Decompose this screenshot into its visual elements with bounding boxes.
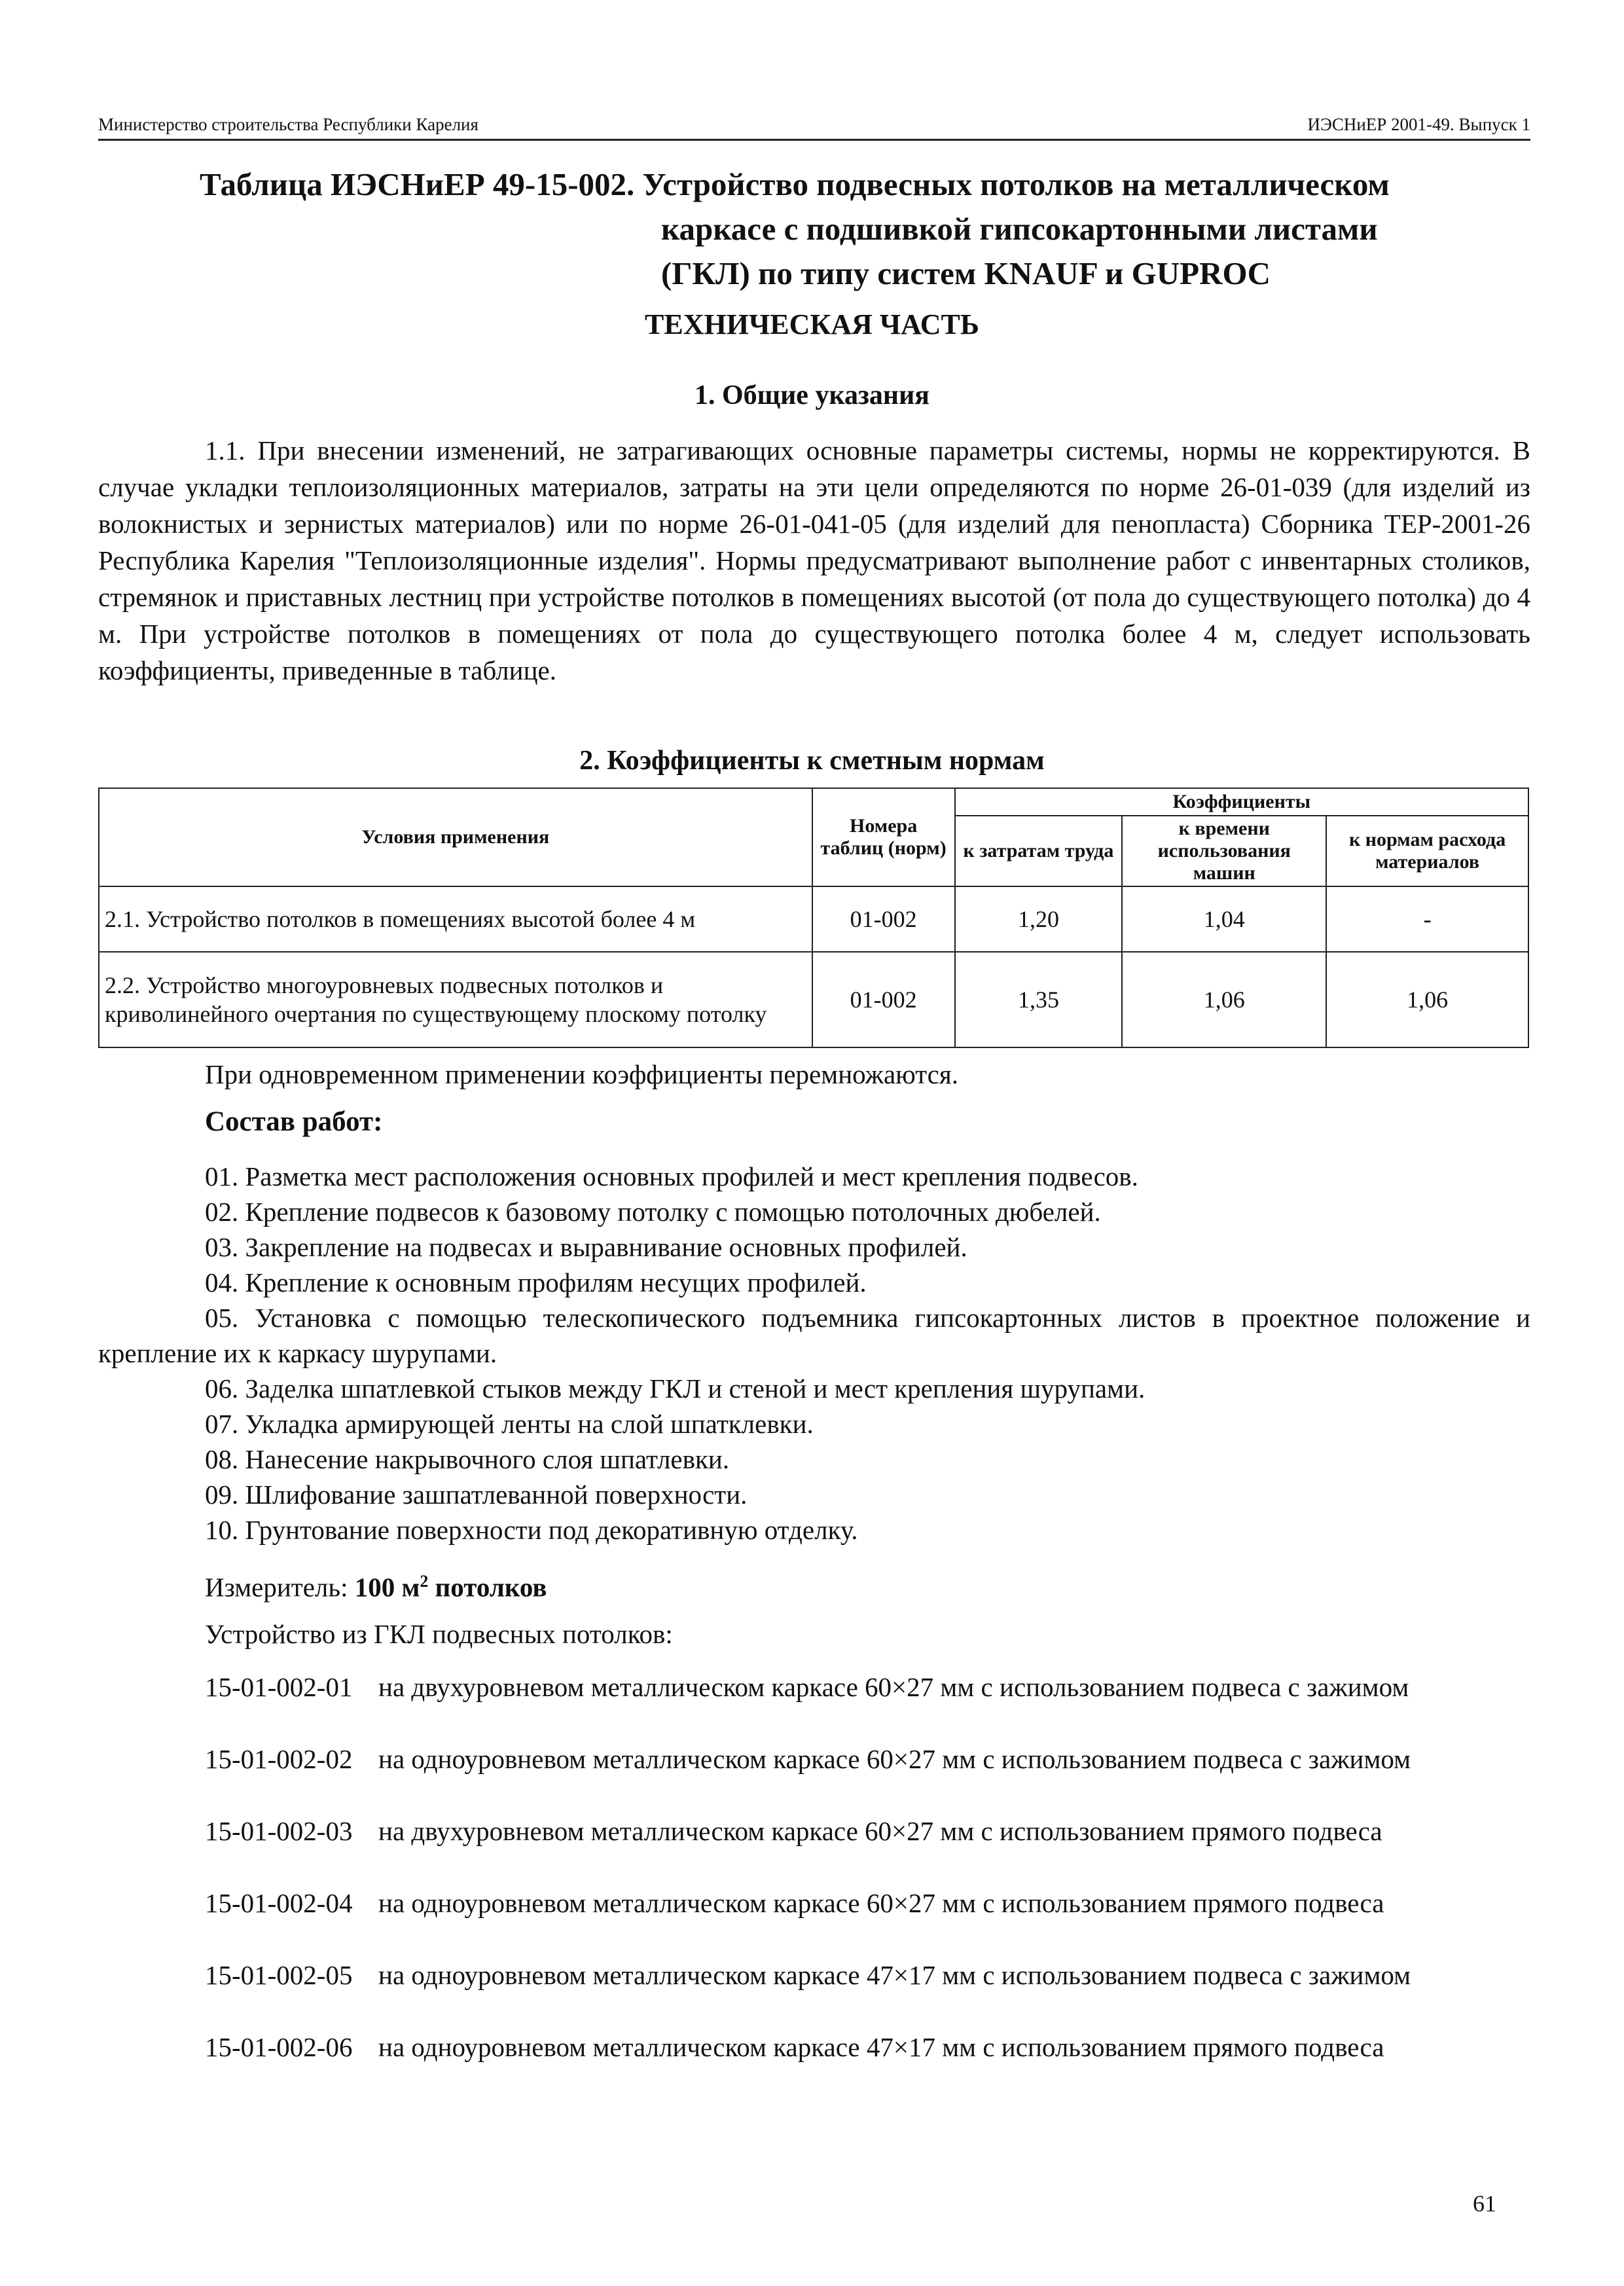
coefficients-table [98, 788, 1529, 1048]
page-number: 61 [1473, 2190, 1496, 2217]
meter-label: Измеритель: [205, 1572, 348, 1603]
header-doc-code: ИЭСНиЕР 2001-49. Выпуск 1 [1307, 115, 1530, 134]
row-condition: 2.1. Устройство потолков в помещениях высотой более 4 м [99, 886, 812, 952]
table-header-row [99, 788, 1528, 816]
meter-unit: потолков [435, 1572, 547, 1603]
norm-item [205, 1885, 1530, 1921]
row-number: 01-002 [812, 886, 955, 952]
coef-heading: 2. Коэффициенты к сметным нормам [579, 746, 1045, 776]
work-item: 05. Установка с помощью телескопического подъемника гипсокартонных листов в проектное положение и крепление их к каркасу шурупами. [98, 1303, 1530, 1368]
norm-item [205, 1957, 1530, 1993]
norm-code: 15-01-002-02 [205, 1744, 353, 1774]
general-heading: 1. Общие указания [694, 380, 930, 410]
norm-description: на одноуровневом металлическом каркасе 60×27 мм с использованием прямого подвеса [378, 1888, 1384, 1918]
section-title: ТЕХНИЧЕСКАЯ ЧАСТЬ [645, 308, 979, 340]
norm-item [205, 1741, 1530, 1777]
row-materials: 1,06 [1326, 952, 1528, 1047]
meter-sup: 2 [420, 1572, 429, 1591]
general-paragraph: 1.1. При внесении изменений, не затрагивающих основные параметры системы, нормы не корректируются. В случае укладки теплоизоляционных материалов, затраты на эти цели определяются по норме 26-01-039 (для изделий из волокнистых и зернистых материалов) или по норме 26-01-041-05 (для изделий для пенопласта) Сборника ТЕР-2001-26 Республика Карелия "Теплоизоляционные изделия". Нормы предусматривают выполнение работ с инвентарных столиков, стремянок и приставных лестниц при устройстве потолков в помещениях высотой (от пола до существующего потолка) до 4 м. При устройстве потолков в помещениях от пола до существующего потолка более 4 м, следует использовать коэффициенты, приведенные в таблице. [98, 435, 1530, 685]
row-labor: 1,35 [955, 952, 1123, 1047]
title-line-1: Таблица ИЭСНиЕР 49-15-002. Устройство подвесных потолков на металлическом [200, 166, 1390, 202]
work-item: 01. Разметка мест расположения основных профилей и мест крепления подвесов. [205, 1161, 1138, 1191]
title-line-2: каркасе с подшивкой гипсокартонными листами [661, 211, 1378, 247]
row-machines: 1,04 [1122, 886, 1326, 952]
running-header [98, 103, 1530, 141]
norm-item [205, 1813, 1530, 1849]
header-conditions: Условия применения [99, 788, 812, 886]
work-item: 03. Закрепление на подвесах и выравнивание основных профилей. [205, 1232, 967, 1262]
meter-value: 100 м [354, 1572, 420, 1603]
row-labor: 1,20 [955, 886, 1123, 952]
work-item: 06. Заделка шпатлевкой стыков между ГКЛ и стеной и мест крепления шурупами. [205, 1373, 1146, 1404]
work-item: 02. Крепление подвесов к базовому потолку с помощью потолочных дюбелей. [205, 1197, 1101, 1227]
norm-item [205, 2029, 1530, 2065]
title-line-3: (ГКЛ) по типу систем KNAUF и GUPROC [661, 255, 1271, 291]
header-ministry: Министерство строительства Республики Карелия [98, 115, 478, 134]
norm-description: на двухуровневом металлическом каркасе 60×27 мм с использованием прямого подвеса [378, 1816, 1382, 1846]
norm-item [205, 1669, 1530, 1705]
norm-description: на двухуровневом металлическом каркасе 60×27 мм с использованием подвеса с зажимом [378, 1672, 1409, 1702]
norm-description: на одноуровневом металлическом каркасе 60×27 мм с использованием подвеса с зажимом [378, 1744, 1411, 1774]
norm-description: на одноуровневом металлическом каркасе 47×17 мм с использованием подвеса с зажимом [378, 1960, 1411, 1990]
header-table-numbers: Номера таблиц (норм) [812, 788, 955, 886]
table-row [99, 952, 1528, 1047]
table-row [99, 886, 1528, 952]
work-item: 10. Грунтование поверхности под декоративную отделку. [205, 1515, 858, 1545]
header-labor: к затратам труда [955, 816, 1123, 886]
coef-note: При одновременном применении коэффициенты перемножаются. [205, 1059, 958, 1089]
work-item: 04. Крепление к основным профилям несущих профилей. [205, 1267, 867, 1297]
header-coefficients-group: Коэффициенты [955, 788, 1528, 816]
row-materials: - [1326, 886, 1528, 952]
norm-description: на одноуровневом металлическом каркасе 47×17 мм с использованием прямого подвеса [378, 2032, 1384, 2062]
norm-code: 15-01-002-01 [205, 1672, 353, 1702]
norm-code: 15-01-002-06 [205, 2032, 353, 2062]
work-item: 07. Укладка армирующей ленты на слой шпатклевки. [205, 1409, 814, 1439]
header-materials: к нормам расхода материалов [1326, 816, 1528, 886]
items-subtitle: Устройство из ГКЛ подвесных потолков: [205, 1619, 673, 1649]
row-number: 01-002 [812, 952, 955, 1047]
row-machines: 1,06 [1122, 952, 1326, 1047]
norm-code: 15-01-002-03 [205, 1816, 353, 1846]
row-condition: 2.2. Устройство многоуровневых подвесных потолков и криволинейного очертания по существующему плоскому потолку [99, 952, 812, 1047]
norm-code: 15-01-002-04 [205, 1888, 353, 1918]
header-machines: к времени использования машин [1122, 816, 1326, 886]
work-item: 09. Шлифование зашпатлеванной поверхности. [205, 1479, 748, 1510]
work-item: 08. Нанесение накрывочного слоя шпатлевки. [205, 1444, 730, 1474]
document-title [200, 162, 1542, 296]
works-heading: Состав работ: [205, 1106, 383, 1137]
meter-line [205, 1565, 547, 1605]
norm-code: 15-01-002-05 [205, 1960, 353, 1990]
